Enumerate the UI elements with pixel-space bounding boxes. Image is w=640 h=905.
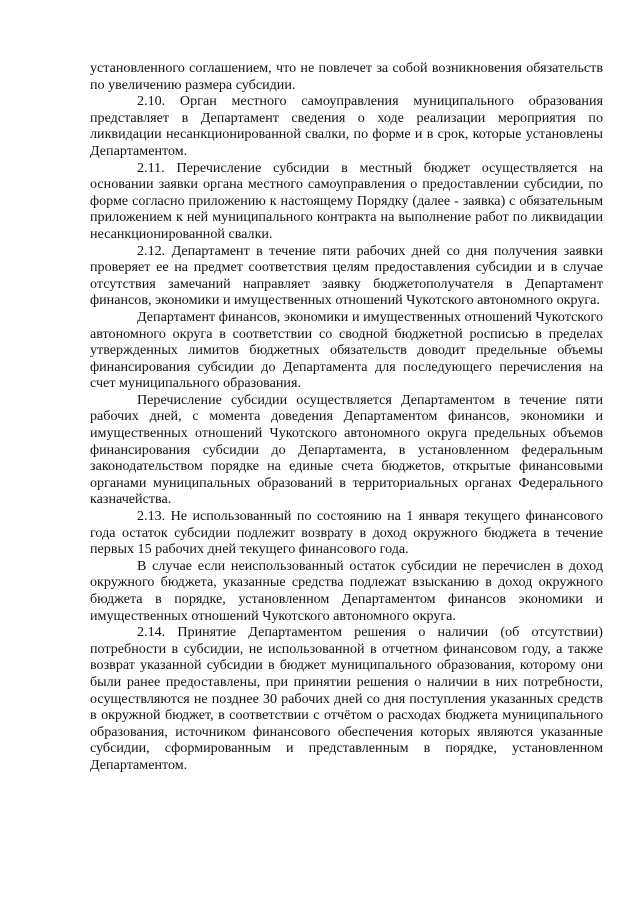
paragraph-2-13: 2.13. Не использованный по состоянию на 1 января текущего финансового года остаток субсидии подлежит возврату в доход окружного бюджета в течение первых 15 рабочих дней текущего финансового года. bbox=[90, 508, 603, 558]
paragraph-finance-department: Департамент финансов, экономики и имущественных отношений Чукотского автономного округа в соответствии со сводной бюджетной росписью в пределах утвержденных лимитов бюджетных обязательств доводит предельные объемы финансирования субсидии до Департамента для последующего перечисления на счет муниципального образования. bbox=[90, 308, 603, 392]
paragraph-2-11: 2.11. Перечисление субсидии в местный бюджет осуществляется на основании заявки органа местного самоуправления о предоставлении субсидии, по форме согласно приложению к настоящему Порядку (далее - заявка) с обязательным приложением к ней муниципального контракта на выполнение работ по ликвидации несанкционированной свалки. bbox=[90, 159, 603, 242]
document-page bbox=[90, 60, 603, 774]
paragraph-2-14: 2.14. Принятие Департаментом решения о наличии (об отсутствии) потребности в субсидии, не использованной в отчетном финансовом году, а также возврат указанной субсидии в бюджет муниципального образования, которому они были ранее предоставлены, при принятии решения о наличии в них потребности, осуществляются не позднее 30 рабочих дней со дня поступления указанных средств в окружной бюджет, в соответствии с отчётом о расходах бюджета муниципального образования, источником финансового обеспечения которых являются указанные субсидии, сформированным и представленным в порядке, установленном Департаментом. bbox=[90, 624, 603, 773]
paragraph-subsidy-transfer: Перечисление субсидии осуществляется Департаментом в течение пяти рабочих дней, с момента доведения Департаментом финансов, экономики и имущественных отношений Чукотского автономного округа предельных объемов финансирования субсидии до Департамента, в установленном федеральным законодательством порядке на единые счета бюджетов, открытые финансовыми органами муниципальных образований в территориальных органах Федерального казначейства. bbox=[90, 391, 603, 508]
paragraph-2-10: 2.10. Орган местного самоуправления муниципального образования представляет в Департамент сведения о ходе реализации мероприятия по ликвидации несанкционированной свалки, по форме и в срок, которые установлены Департаментом. bbox=[90, 93, 603, 159]
paragraph-unused-balance: В случае если неиспользованный остаток субсидии не перечислен в доход окружного бюджета, указанные средства подлежат взысканию в доход окружного бюджета в порядке, установленном Департаментом финансов экономики и имущественных отношений Чукотского автономного округа. bbox=[90, 557, 603, 624]
paragraph-continuation: установленного соглашением, что не повлечет за собой возникновения обязательств по увеличению размера субсидии. bbox=[90, 60, 603, 93]
paragraph-2-12: 2.12. Департамент в течение пяти рабочих дней со дня получения заявки проверяет ее на предмет соответствия целям предоставления субсидии и в случае отсутствия замечаний направляет заявку бюджетополучателя в Департамент финансов, экономики и имущественных отношений Чукотского автономного округа. bbox=[90, 242, 603, 309]
